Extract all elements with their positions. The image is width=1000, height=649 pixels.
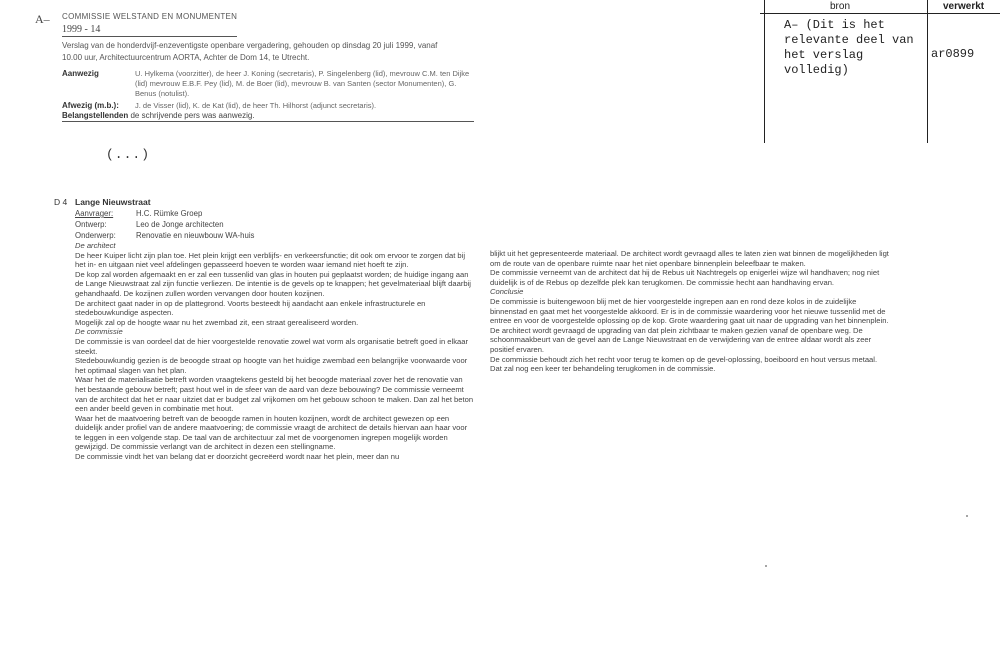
table-bron-cell: A– (Dit is het relevante deel van het verslag volledig)	[784, 18, 914, 77]
paragraph: Stedebouwkundig gezien is de beoogde straat op hoogte van het huidige zwembad een belangrijke voorwaarde voor het optimaal slagen van het plan.	[75, 356, 468, 375]
report-year: 1999 - 14	[62, 24, 101, 35]
table-header-line	[760, 13, 1000, 14]
table-reference-cell: ar0899	[931, 47, 975, 61]
attendees-label: Aanwezig	[62, 69, 99, 78]
paragraph: De commissie is van oordeel dat de hier voorgestelde renovatie zowel wat vorm als organisatie betreft goed in elkaar steekt.	[75, 336, 468, 356]
table-border-left	[764, 0, 765, 143]
report-line-1: Verslag van de honderdvijf-enzeventigste openbare vergadering, gehouden op dinsdag 20 juli 1999, vanaf	[62, 41, 438, 50]
paragraph: Mogelijk zal op de hoogte waar nu het zwembad zit, een straat gerealiseerd worden.	[75, 317, 359, 327]
left-column	[75, 241, 475, 462]
absent-label: Afwezig (m.b.):	[62, 101, 119, 110]
stakeholders-label: Belangstellenden	[62, 111, 129, 120]
absent-text: J. de Visser (lid), K. de Kat (lid), de heer Th. Hilhorst (adjunct secretaris).	[135, 101, 377, 110]
architect-heading: De architect	[75, 241, 116, 250]
document-marker: A–	[35, 12, 50, 26]
right-column	[490, 249, 890, 374]
subject-label: Onderwerp:	[75, 231, 116, 240]
source-table	[760, 0, 1000, 143]
conclusion-heading: Conclusie	[490, 287, 524, 297]
commission-heading: De commissie	[75, 327, 123, 337]
paragraph: De architect gaat nader in op de plattegrond. Voorts besteedt hij aandacht aan enkele infrastructurele en stedebouwkundige aspecten.	[75, 298, 426, 318]
paragraph: De commissie behoudt zich het recht voor terug te komen op de gevel-oplossing, boeiboord en hout versus metaal. Dat zal nog een keer ter behandeling terugkomen in de commissie.	[490, 354, 878, 374]
stakeholders-text: de schrijvende pers was aanwezig.	[130, 111, 255, 120]
scan-speck	[966, 515, 968, 517]
paragraph: Waar het de materialisatie betreft worden vraagtekens gesteld bij het beoogde materiaal zover het de renovatie van het bestaande gebouw betreft; past hout wel in de sfeer van de aard van deze bebouwing? De commissie verneemt van de architect dat het er naar uitziet dat er budget zal vrijkomen om het gebouw schoon te maken. Dan zal het beton een ander beeld geven in combinatie met hout.	[75, 375, 474, 414]
item-number: D 4	[54, 197, 68, 207]
applicant-label: Aanvrager:	[75, 209, 114, 218]
design-value: Leo de Jonge architecten	[136, 220, 224, 229]
omission-marker: (...)	[106, 147, 151, 162]
stakeholders-line	[62, 111, 255, 120]
year-divider	[62, 36, 237, 37]
paragraph: De commissie is buitengewoon blij met de hier voorgestelde ingrepen aan en rond deze kolos in de zuidelijke binnenstad en gaat met het voorgestelde akkoord. Er is in de commissie waardering voor het nieuwe tussenlid met de entree en voor de voorgestelde oplossing op de kop. Grote waardering gaat uit naar de upgrading van het binnenplein. De architect wordt gevraagd de upgrading van dat plein zichtbaar te maken gezien vanaf de openbare weg. De schoonmaakbeurt van de gevel aan de Lange Nieuwstraat en de verwijdering van de entree aldaar wordt als zeer positief ervaren.	[490, 296, 889, 354]
table-header-verwerkt: verwerkt	[943, 1, 985, 12]
item-title: Lange Nieuwstraat	[75, 197, 151, 207]
applicant-value: H.C. Rümke Groep	[136, 209, 203, 218]
paragraph: blijkt uit het gepresenteerde materiaal. De architect wordt gevraagd alles te laten zien wat binnen de mogelijkheden ligt om de route van de openbare ruimte naar het niet openbare binnenplein beleefbaar te maken.	[490, 249, 889, 268]
design-label: Ontwerp:	[75, 220, 107, 229]
report-line-2: 10.00 uur, Architectuurcentrum AORTA, Achter de Dom 14, te Utrecht.	[62, 53, 310, 62]
committee-name: COMMISSIE WELSTAND EN MONUMENTEN	[62, 12, 238, 21]
paragraph: De commissie vindt het van belang dat er doorzicht gecreëerd wordt naar het plein, meer dan nu	[75, 452, 400, 462]
paragraph: De commissie verneemt van de architect dat hij de Rebus uit Nachtregels op enigerlei wijze wil handhaven; nog niet duidelijk is of de Rebus op dezelfde plek kan terugkomen. De commissie hecht aan handhaving ervan.	[490, 268, 880, 287]
table-border-middle	[927, 0, 928, 143]
report-intro	[62, 40, 477, 64]
scan-speck	[765, 565, 767, 567]
table-header-bron: bron	[830, 1, 851, 12]
subject-value: Renovatie en nieuwbouw WA-huis	[136, 231, 255, 240]
paragraph: Waar het de maatvoering betreft van de beoogde ramen in houten kozijnen, wordt de architect gewezen op een duidelijk ander profiel van de andere maatvoering; de commissie vraagt de architect de details hiervan aan haar voor te leggen in een volgende stap. De taal van de architectuur zal met de voorgenomen ingrepen mogelijk worden gewijzigd. De commissie verlangt van de architect in dezen een stellingname.	[75, 413, 468, 452]
paragraph: De heer Kuiper licht zijn plan toe. Het plein krijgt een verblijfs- en verkeersfunctie; dit ook om ervoor te zorgen dat bij het in- en uitgaan niet veel afdelingen gepasseerd hoeven te worden waar iemand niet hoeft te zijn.	[75, 250, 466, 270]
attendees-text: U. Hylkema (voorzitter), de heer J. Koning (secretaris), P. Singelenberg (lid), mevrouw C.M. ten Dijke (lid) mevrouw E.B.F. Pey (lid), M. de Boer (lid), mevrouw B. van Santen (sector Monumenten), G. Benus (notulist).	[135, 69, 470, 98]
paragraph: De kop zal worden afgemaakt en er zal een tussenlid van glas in houten pui geplaatst worden; de huidige ingang aan de Lange Nieuwstraat zal zijn functie verliezen. De intentie is de gevels op te knappen; het gevelmateriaal blijft daarbij gehandhaafd. De kozijnen zullen worden vervangen door houten kozijnen.	[75, 269, 471, 298]
header-divider	[62, 121, 474, 122]
